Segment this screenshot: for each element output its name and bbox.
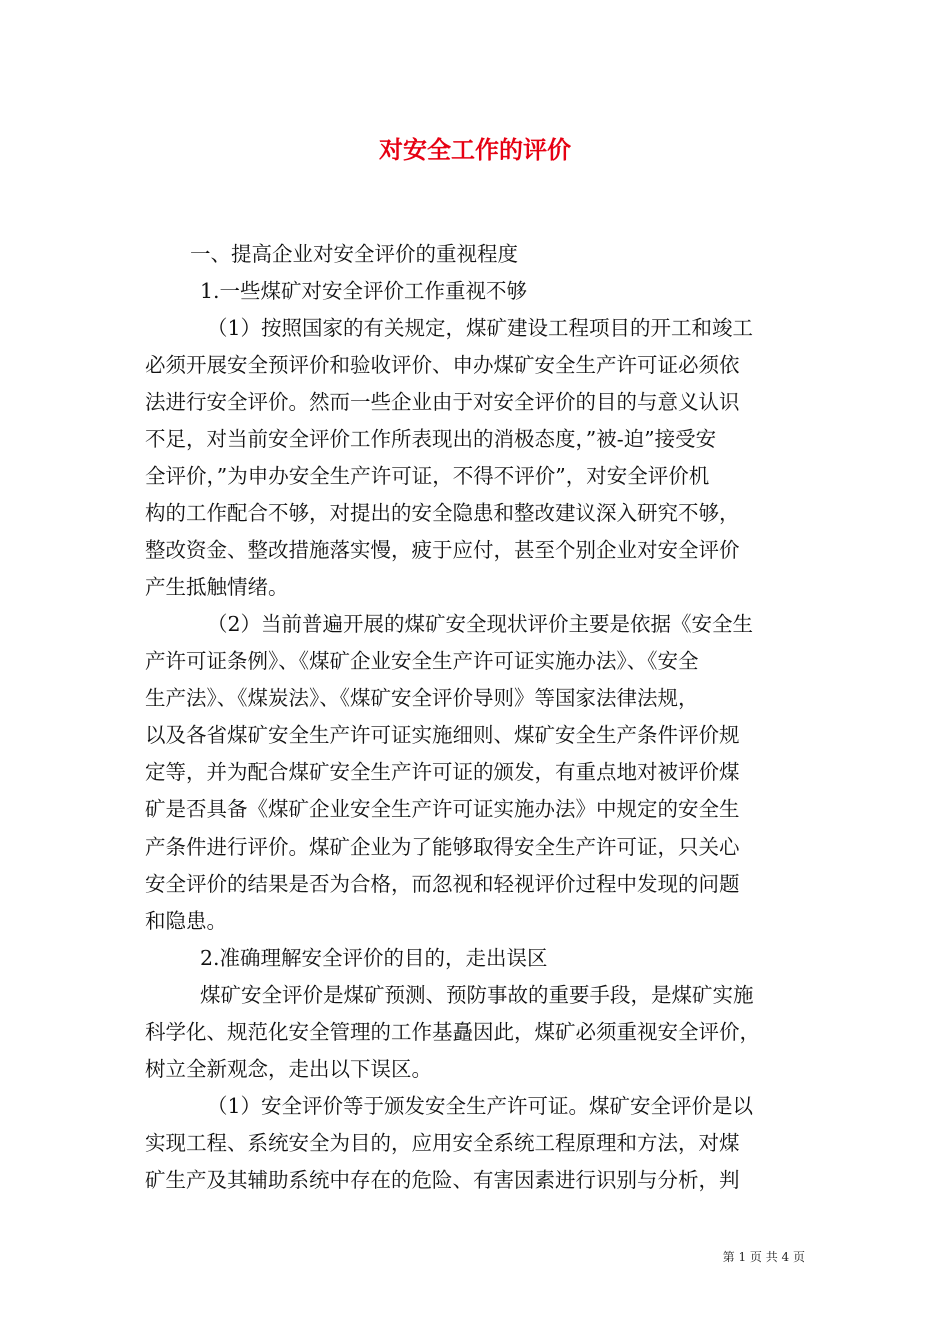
text-line: 法进行安全评价。然而一些企业由于对安全评价的目的与意义认识	[145, 390, 740, 415]
text-line: 产许可证条例》、《煤矿企业安全生产许可证实施办法》、《安全	[145, 649, 699, 674]
text-line: 产条件进行评价。煤矿企业为了能够取得安全生产许可证，只关心	[145, 834, 740, 859]
text-line: 生产法》、《煤炭法》、《煤矿安全评价导则》等国家法律法规，	[145, 686, 699, 711]
document-body	[145, 236, 825, 1199]
text-line: （1）安全评价等于颁发安全生产许可证。煤矿安全评价是以	[207, 1093, 754, 1118]
text-line: 和隐患。	[145, 908, 227, 933]
text-line: 1.一些煤矿对安全评价工作重视不够	[200, 279, 528, 304]
text-line: 安全评价的结果是否为合格，而忽视和轻视评价过程中发现的问题	[145, 871, 740, 896]
text-line: 科学化、规范化安全管理的工作基矗因此，煤矿必须重视安全评价，	[145, 1019, 760, 1044]
text-line: 必须开展安全预评价和验收评价、申办煤矿安全生产许可证必须依	[145, 353, 740, 378]
text-line: 全评价，”为申办安全生产许可证，不得不评价”，对安全评价机	[145, 464, 710, 489]
text-line: 实现工程、系统安全为目的，应用安全系统工程原理和方法，对煤	[145, 1130, 740, 1155]
page-footer: 第 1 页 共 4 页	[722, 1250, 805, 1264]
document-title: 对安全工作的评价	[379, 135, 571, 164]
text-line: 矿是否具备《煤矿企业安全生产许可证实施办法》中规定的安全生	[145, 797, 740, 822]
text-line: （1）按照国家的有关规定，煤矿建设工程项目的开工和竣工	[207, 316, 754, 341]
text-line: 树立全新观念，走出以下误区。	[145, 1056, 432, 1081]
text-line: 一、提高企业对安全评价的重视程度	[190, 242, 518, 266]
text-line: 定等，并为配合煤矿安全生产许可证的颁发，有重点地对被评价煤	[145, 760, 740, 785]
text-line: （2）当前普遍开展的煤矿安全现状评价主要是依据《安全生	[207, 612, 754, 637]
text-line: 产生抵触情绪。	[145, 575, 289, 600]
text-line: 不足，对当前安全评价工作所表现出的消极态度，”被-迫”接受安	[145, 427, 717, 452]
text-line: 2.准确理解安全评价的目的，走出误区	[200, 945, 548, 970]
text-line: 整改资金、整改措施落实慢，疲于应付，甚至个别企业对安全评价	[145, 538, 740, 563]
text-line: 以及各省煤矿安全生产许可证实施细则、煤矿安全生产条件评价规	[145, 723, 740, 748]
text-line: 矿生产及其辅助系统中存在的危险、有害因素进行识别与分析，判	[145, 1167, 740, 1192]
text-line: 煤矿安全评价是煤矿预测、预防事故的重要手段，是煤矿实施	[200, 982, 754, 1007]
text-line: 构的工作配合不够，对提出的安全隐患和整改建议深入研究不够，	[145, 501, 740, 526]
